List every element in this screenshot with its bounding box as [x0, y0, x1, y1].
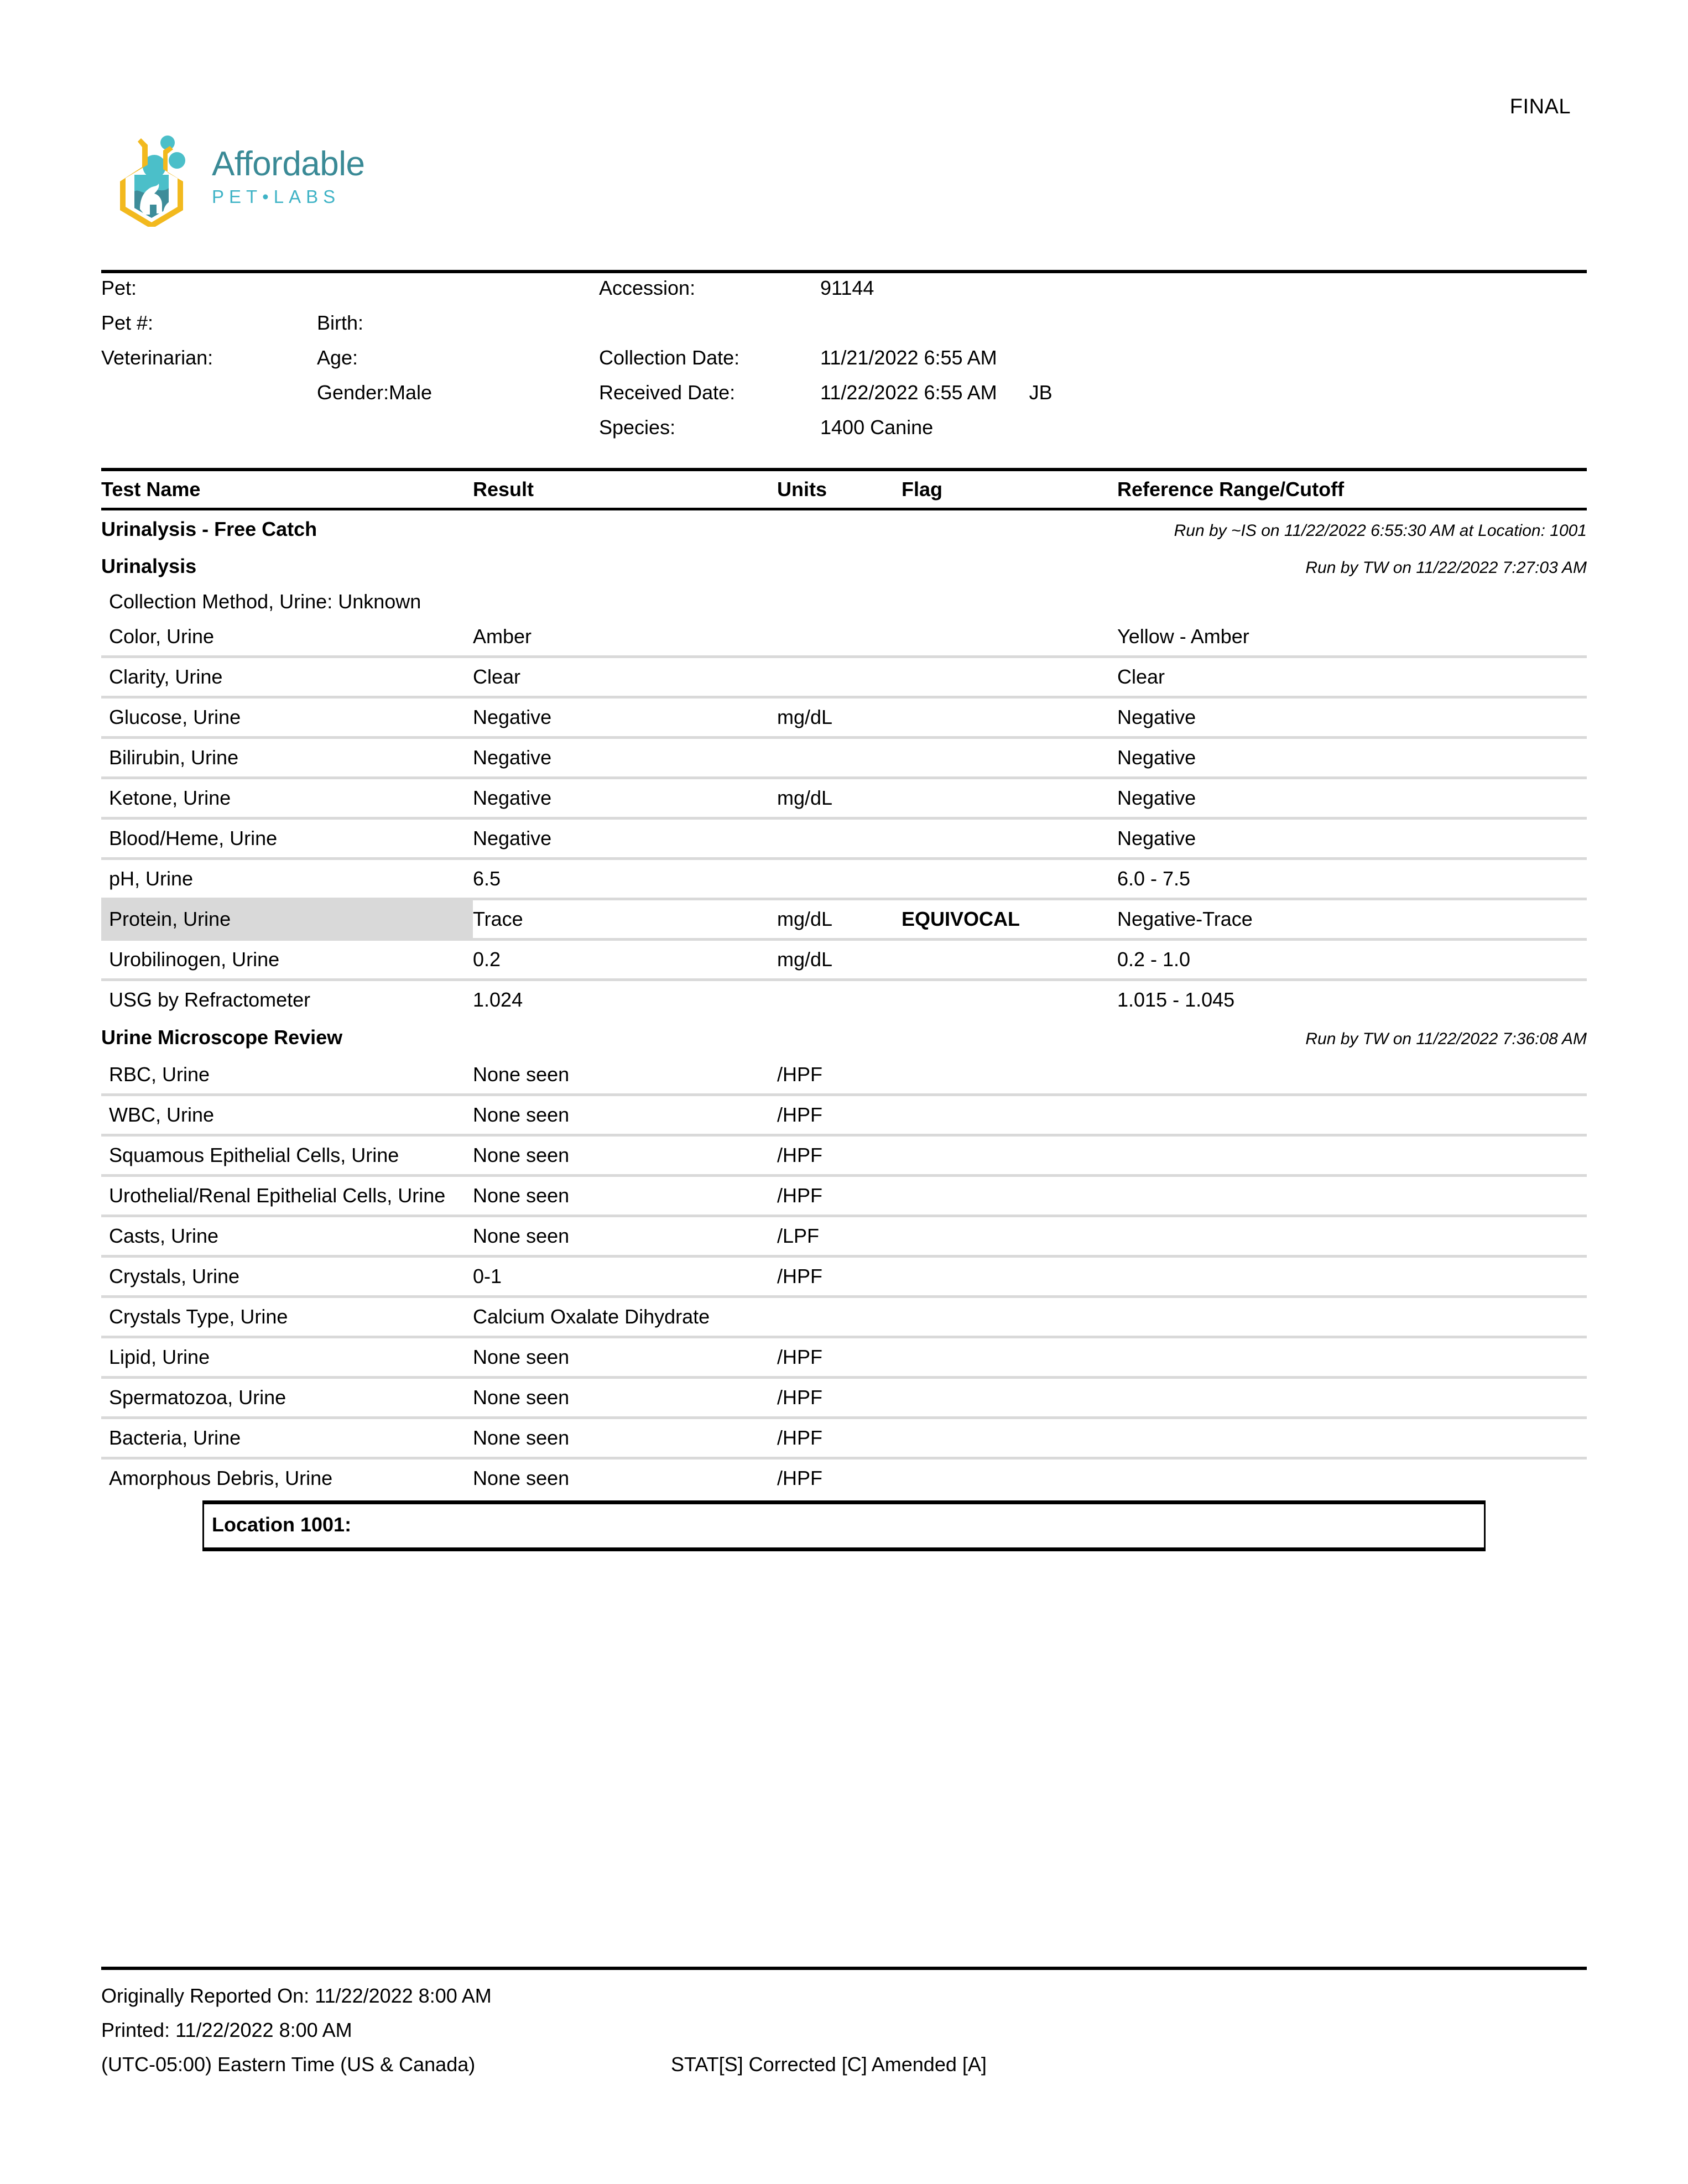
logo-name-main: Affordable — [212, 145, 365, 183]
row-reference-range: 0.2 - 1.0 — [1117, 948, 1191, 971]
row-test-name: Color, Urine — [109, 625, 215, 648]
row-units: /LPF — [777, 1224, 820, 1247]
row-test-name: Protein, Urine — [101, 900, 473, 938]
footer-bottom-line — [101, 2053, 1587, 2076]
table-header-top-rule — [101, 468, 1587, 471]
row-result: None seen — [473, 1386, 570, 1409]
row-test-name: Crystals, Urine — [109, 1265, 240, 1288]
row-test-name: WBC, Urine — [109, 1103, 215, 1126]
table-row — [101, 1416, 1587, 1457]
logo-name-sub: PET•LABS — [212, 186, 341, 207]
report-status: FINAL — [1509, 95, 1571, 118]
row-result: Amber — [473, 625, 532, 648]
row-units: /HPF — [777, 1386, 823, 1409]
table-row — [101, 1255, 1587, 1295]
row-units: /HPF — [777, 1426, 823, 1449]
row-result: None seen — [473, 1144, 570, 1166]
row-test-name: Amorphous Debris, Urine — [109, 1467, 333, 1489]
veterinarian-label: Veterinarian: — [101, 346, 213, 369]
accession-label: Accession: — [599, 277, 696, 299]
header-flag: Flag — [902, 478, 943, 501]
gender-value: Male — [389, 381, 433, 404]
section-comment: Collection Method, Urine: Unknown — [109, 590, 421, 613]
header-test-name: Test Name — [101, 478, 201, 501]
table-row — [101, 1174, 1587, 1215]
pet-label: Pet: — [101, 277, 137, 299]
table-row — [101, 696, 1587, 736]
table-row — [101, 618, 1587, 655]
row-result: None seen — [473, 1224, 570, 1247]
row-result: 0-1 — [473, 1265, 502, 1288]
row-test-name: Bilirubin, Urine — [109, 746, 239, 769]
row-test-name: Blood/Heme, Urine — [109, 827, 278, 849]
row-result: 6.5 — [473, 867, 501, 890]
row-result: 1.024 — [473, 988, 523, 1011]
row-result: Trace — [473, 908, 523, 930]
row-test-name: Bacteria, Urine — [109, 1426, 241, 1449]
row-units: mg/dL — [777, 948, 833, 971]
row-result: None seen — [473, 1184, 570, 1207]
row-result: Calcium Oxalate Dihydrate — [473, 1305, 710, 1328]
row-result: Clear — [473, 665, 521, 688]
section-title-row — [101, 1019, 1587, 1056]
row-test-name: Lipid, Urine — [109, 1346, 210, 1368]
table-row — [101, 817, 1587, 857]
accession-value: 91144 — [820, 277, 874, 299]
row-units: /HPF — [777, 1184, 823, 1207]
row-reference-range: Negative — [1117, 786, 1196, 809]
row-reference-range: 1.015 - 1.045 — [1117, 988, 1235, 1011]
table-row — [101, 776, 1587, 817]
demographics-row — [101, 277, 1587, 311]
row-reference-range: Negative — [1117, 827, 1196, 849]
table-row — [101, 1295, 1587, 1336]
table-row — [101, 938, 1587, 978]
demographics-row — [101, 346, 1587, 381]
row-result: None seen — [473, 1467, 570, 1489]
row-test-name: RBC, Urine — [109, 1063, 210, 1086]
table-row — [101, 1215, 1587, 1255]
row-result: None seen — [473, 1426, 570, 1449]
table-row — [101, 736, 1587, 776]
originally-reported-line: Originally Reported On: 11/22/2022 8:00 AM — [101, 1984, 492, 2007]
collection-date-label: Collection Date: — [599, 346, 740, 369]
row-result: None seen — [473, 1063, 570, 1086]
row-test-name: Squamous Epithelial Cells, Urine — [109, 1144, 399, 1166]
row-result: Negative — [473, 706, 552, 728]
report-footer — [101, 1984, 1587, 2076]
species-label: Species: — [599, 416, 676, 439]
row-units: /HPF — [777, 1063, 823, 1086]
demographics-row — [101, 416, 1587, 451]
table-row — [101, 978, 1587, 1019]
table-row — [101, 1376, 1587, 1416]
row-test-name: Urobilinogen, Urine — [109, 948, 280, 971]
row-test-name: USG by Refractometer — [109, 988, 311, 1011]
section-run-by: Run by TW on 11/22/2022 7:27:03 AM — [1305, 559, 1587, 577]
row-flag: EQUIVOCAL — [902, 908, 1020, 930]
row-units: mg/dL — [777, 908, 833, 930]
row-units: mg/dL — [777, 706, 833, 728]
row-test-name: Clarity, Urine — [109, 665, 223, 688]
row-test-name: Ketone, Urine — [109, 786, 231, 809]
table-row — [101, 1457, 1587, 1497]
received-date-text: 11/22/2022 6:55 AM — [820, 381, 997, 404]
received-date-value — [820, 381, 1587, 404]
row-units: /HPF — [777, 1265, 823, 1288]
row-result: Negative — [473, 827, 552, 849]
row-reference-range: Negative — [1117, 706, 1196, 728]
pet-number-label: Pet #: — [101, 311, 154, 334]
table-row — [101, 898, 1587, 938]
received-initials: JB — [1029, 381, 1053, 404]
logo-wordmark — [212, 147, 365, 206]
section-title-row — [101, 548, 1587, 585]
panel-title: Urinalysis - Free Catch — [101, 518, 317, 540]
row-units: /HPF — [777, 1346, 823, 1368]
row-result: None seen — [473, 1346, 570, 1368]
header-result: Result — [473, 478, 534, 501]
section-title: Urine Microscope Review — [101, 1026, 343, 1049]
demographics-row — [101, 381, 1587, 416]
flag-legend: STAT[S] Corrected [C] Amended [A] — [671, 2053, 987, 2076]
footer-top-rule — [101, 1967, 1587, 1970]
timezone-label: (UTC-05:00) Eastern Time (US & Canada) — [101, 2053, 476, 2076]
table-row — [101, 1056, 1587, 1093]
row-result: 0.2 — [473, 948, 501, 971]
header-units: Units — [777, 478, 827, 501]
section-run-by: Run by TW on 11/22/2022 7:36:08 AM — [1305, 1030, 1587, 1048]
row-test-name: Glucose, Urine — [109, 706, 241, 728]
table-row — [101, 655, 1587, 696]
company-logo — [101, 126, 365, 227]
row-units: /HPF — [777, 1467, 823, 1489]
collection-date-value: 11/21/2022 6:55 AM — [820, 346, 997, 369]
flask-shield-pets-icon — [101, 126, 202, 227]
row-result: Negative — [473, 786, 552, 809]
patient-demographics — [101, 277, 1587, 451]
row-result: None seen — [473, 1103, 570, 1126]
age-label: Age: — [317, 346, 358, 369]
table-sections — [101, 548, 1587, 1497]
row-reference-range: Negative — [1117, 746, 1196, 769]
gender-label: Gender: — [317, 381, 389, 404]
species-value: 1400 Canine — [820, 416, 934, 439]
row-reference-range: Yellow - Amber — [1117, 625, 1249, 648]
row-units: mg/dL — [777, 786, 833, 809]
table-row — [101, 857, 1587, 898]
row-reference-range: 6.0 - 7.5 — [1117, 867, 1191, 890]
row-test-name: Casts, Urine — [109, 1224, 219, 1247]
location-footer-box: Location 1001: — [202, 1500, 1486, 1551]
row-units: /HPF — [777, 1144, 823, 1166]
table-header-row — [101, 473, 1587, 508]
table-row — [101, 1134, 1587, 1174]
printed-line: Printed: 11/22/2022 8:00 AM — [101, 2019, 352, 2041]
header-reference-range: Reference Range/Cutoff — [1117, 478, 1345, 501]
demographics-row — [101, 311, 1587, 346]
row-units: /HPF — [777, 1103, 823, 1126]
panel-run-by: Run by ~IS on 11/22/2022 6:55:30 AM at Location: 1001 — [1174, 522, 1587, 540]
row-test-name: pH, Urine — [109, 867, 194, 890]
row-reference-range: Clear — [1117, 665, 1165, 688]
birth-label: Birth: — [317, 311, 364, 334]
row-reference-range: Negative-Trace — [1117, 908, 1253, 930]
row-result: Negative — [473, 746, 552, 769]
received-date-label: Received Date: — [599, 381, 736, 404]
row-test-name: Urothelial/Renal Epithelial Cells, Urine — [109, 1184, 446, 1207]
table-row — [101, 1093, 1587, 1134]
row-test-name: Crystals Type, Urine — [109, 1305, 288, 1328]
section-title: Urinalysis — [101, 555, 197, 577]
panel-title-row — [101, 510, 1587, 548]
row-test-name: Spermatozoa, Urine — [109, 1386, 286, 1409]
table-row — [101, 1336, 1587, 1376]
header-top-rule — [101, 270, 1587, 273]
results-table — [101, 473, 1587, 1536]
